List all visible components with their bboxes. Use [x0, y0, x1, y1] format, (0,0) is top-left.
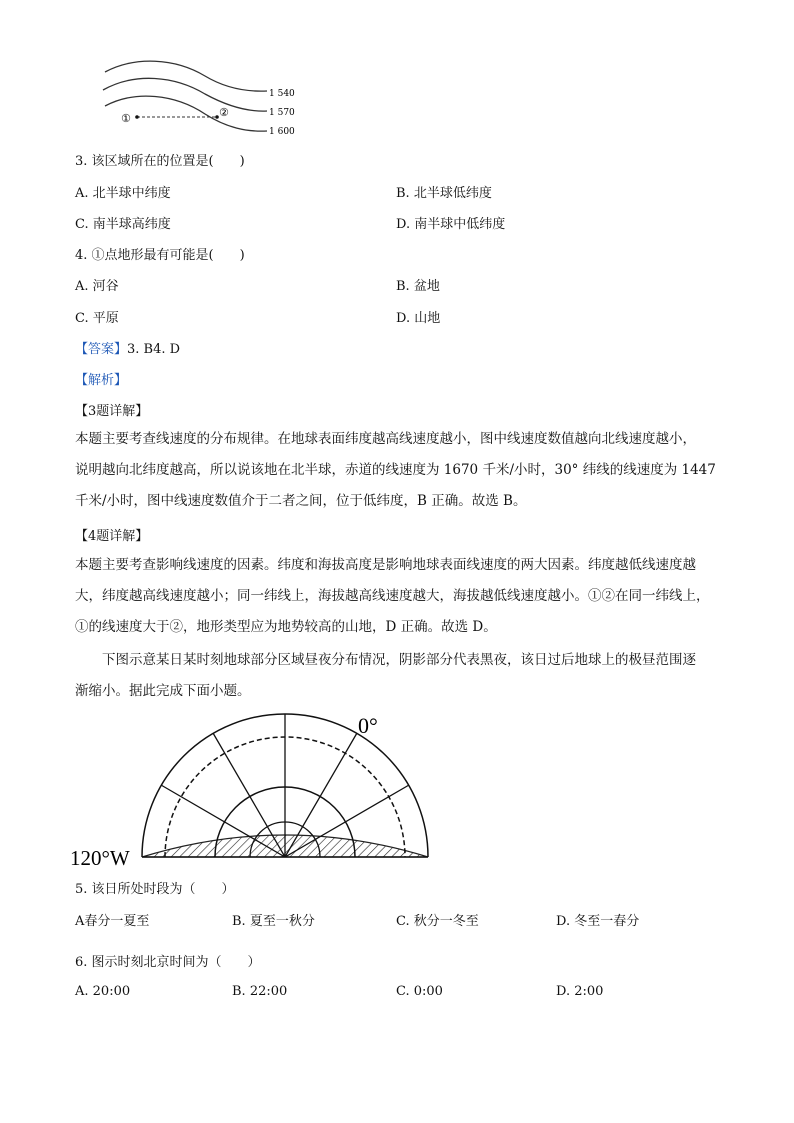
contour-figure: [95, 58, 295, 143]
q3-option-b[interactable]: B. 北半球低纬度: [396, 186, 492, 201]
daynight-figure: [68, 705, 448, 870]
detail4-body: [75, 550, 725, 643]
contour-line-1540: [105, 61, 267, 91]
contour-label-1570: 1 570: [269, 108, 295, 118]
detail4-line: ①的线速度大于②，地形类型应为地势较高的山地，D 正确。故选 D。: [75, 619, 497, 635]
q4-stem: 4. ①点地形最有可能是( ): [75, 248, 245, 263]
q5-stem: 5. 该日所处时段为（ ）: [75, 882, 235, 897]
analysis-tag: 【解析】: [75, 373, 128, 388]
contour-label-1600: 1 600: [269, 127, 295, 137]
contour-line-1570: [103, 78, 267, 111]
intro-line: 渐缩小。据此完成下面小题。: [75, 683, 251, 699]
answer-tag: 【答案】: [75, 342, 128, 357]
q6-option-d[interactable]: D. 2:00: [556, 984, 604, 999]
q6-option-b[interactable]: B. 22:00: [232, 984, 288, 999]
intro-line: 下图示意某日某时刻地球部分区域昼夜分布情况，阴影部分代表黑夜，该日过后地球上的极昼范围逐: [102, 652, 696, 668]
q3-stem: 3. 该区域所在的位置是( ): [75, 154, 245, 169]
q5-option-d[interactable]: D. 冬至一春分: [556, 914, 640, 929]
answer-line: [75, 338, 180, 357]
contour-label-1540: 1 540: [269, 89, 295, 99]
label-120w: 120°W: [70, 846, 130, 870]
q3-option-c[interactable]: C. 南半球高纬度: [75, 217, 171, 232]
label-0-degree: 0°: [358, 713, 378, 738]
answer-text: 3. B4. D: [127, 342, 181, 357]
q6-option-c[interactable]: C. 0:00: [396, 984, 443, 999]
detail3-tag: 【3题详解】: [75, 404, 149, 419]
q5-option-a[interactable]: A春分一夏至: [75, 914, 150, 929]
detail3-line: 说明越向北纬度越高，所以说该地在北半球，赤道的线速度为 1670 千米/小时，30° 纬线的线速度为 1447: [75, 462, 716, 478]
q3-option-d[interactable]: D. 南半球中低纬度: [396, 217, 506, 232]
detail4-line: 本题主要考查影响线速度的因素。纬度和海拔高度是影响地球表面线速度的两大因素。纬度越低线速度越: [75, 557, 696, 573]
q5-option-b[interactable]: B. 夏至一秋分: [232, 914, 315, 929]
q4-option-b[interactable]: B. 盆地: [396, 279, 440, 294]
intro-body: [75, 645, 725, 707]
detail3-line: 本题主要考查线速度的分布规律。在地球表面纬度越高线速度越小，图中线速度数值越向北线速度越小，: [75, 431, 696, 447]
q4-option-a[interactable]: A. 河谷: [75, 279, 119, 294]
q4-option-c[interactable]: C. 平原: [75, 311, 119, 326]
detail3-line: 千米/小时，图中线速度数值介于二者之间，位于低纬度，B 正确。故选 B。: [75, 493, 527, 509]
q4-option-d[interactable]: D. 山地: [396, 311, 441, 326]
detail4-line: 大，纬度越高线速度越小；同一纬线上，海拔越高线速度越大，海拔越低线速度越小。①②在同一纬线上，: [75, 588, 710, 604]
point-1-label: ①: [121, 112, 131, 125]
detail3-body: [75, 424, 725, 517]
q5-option-c[interactable]: C. 秋分一冬至: [396, 914, 479, 929]
q3-option-a[interactable]: A. 北半球中纬度: [75, 186, 171, 201]
q6-stem: 6. 图示时刻北京时间为（ ）: [75, 955, 261, 970]
point-2-label: ②: [219, 106, 229, 119]
detail4-tag: 【4题详解】: [75, 529, 149, 544]
q6-option-a[interactable]: A. 20:00: [75, 984, 131, 999]
